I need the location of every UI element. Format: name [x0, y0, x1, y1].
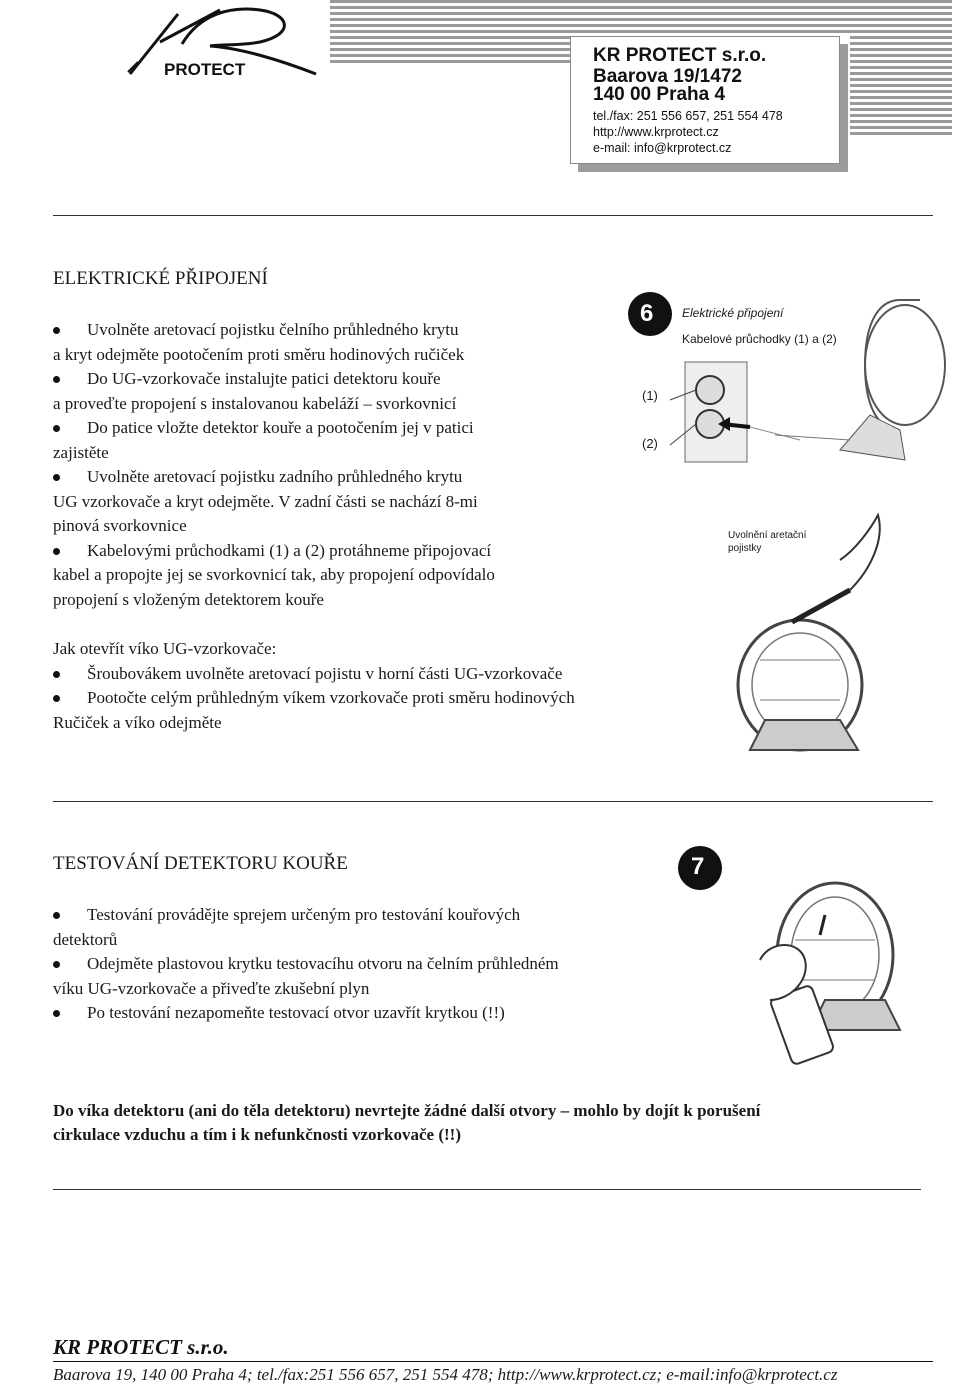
- figure6-marker-1: (1): [642, 388, 658, 403]
- company-logo: [120, 4, 320, 88]
- company-city: 140 00 Praha 4: [593, 84, 726, 105]
- figure6-release-label-2: pojistky: [728, 543, 762, 554]
- header-stripes-right: [850, 36, 952, 136]
- list-item: Uvolněte aretovací pojistku čelního průhledného krytu: [53, 318, 495, 343]
- bullet-icon: [53, 376, 60, 383]
- testing-steps: Testování provádějte sprejem určeným pro testování kouřových detektorů Odejměte plastovou krytku testovacíhu otvoru na čelním průhledném víku UG-vzorkovače a přiveďte zkušební plyn Po testování nezapomeňte testovací otvor uzavřít krytkou (!!): [53, 903, 559, 1026]
- divider-bottom: [53, 1189, 921, 1190]
- figure7-number: 7: [691, 853, 705, 880]
- list-item: Po testování nezapomeňte testovací otvor uzavřít krytkou (!!): [53, 1001, 559, 1026]
- list-item: Uvolněte aretovací pojistku zadního průhledného krytu: [53, 465, 495, 490]
- bullet-icon: [53, 474, 60, 481]
- company-name: KR PROTECT s.r.o.: [593, 45, 767, 66]
- company-web[interactable]: http://www.krprotect.cz: [593, 125, 719, 139]
- warning-note: Do víka detektoru (ani do těla detektoru) nevrtejte žádné další otvory – mohlo by dojít k porušení cirkulace vzduchu a tím i k nefunkčnosti vzorkovače (!!): [53, 1101, 761, 1144]
- company-street: Baarova 19/1472: [593, 66, 742, 87]
- header-stripes-left: [330, 36, 570, 66]
- list-item: Do UG-vzorkovače instalujte patici detektoru kouře: [53, 367, 495, 392]
- footer-divider: [53, 1361, 933, 1362]
- figure6-label-electrical: Elektrické připojení: [682, 306, 784, 320]
- list-item: Kabelovými průchodkami (1) a (2) protáhneme připojovací: [53, 539, 495, 564]
- figure6-release-label-1: Uvolnění aretační: [728, 530, 807, 541]
- smoke-test-illustration: [670, 840, 930, 1070]
- divider-top: [53, 215, 933, 216]
- section-title-testing: TESTOVÁNÍ DETEKTORU KOUŘE: [53, 853, 348, 874]
- figure-electrical-connection: [600, 290, 950, 760]
- bullet-icon: [53, 912, 60, 919]
- bullet-icon: [53, 425, 60, 432]
- divider-middle: [53, 801, 933, 802]
- bullet-icon: [53, 327, 60, 334]
- list-item: Šroubovákem uvolněte aretovací pojistu v horní části UG-vzorkovače: [53, 662, 575, 687]
- footer-contact: Baarova 19, 140 00 Praha 4; tel./fax:251 556 657, 251 554 478; http://www.krprotect.cz; e-mail:info@krprotect.cz: [53, 1365, 838, 1384]
- bullet-icon: [53, 1010, 60, 1017]
- logo-protect-text: PROTECT: [164, 60, 246, 79]
- section-title-electrical: ELEKTRICKÉ PŘIPOJENÍ: [53, 268, 268, 289]
- electrical-steps: Uvolněte aretovací pojistku čelního průhledného krytu a kryt odejměte pootočením proti směru hodinových ručiček Do UG-vzorkovače instalujte patici detektoru kouře a proveďte propojení s instalovanou kabeláží – svorkovnicí Do patice vložte detektor kouře a pootočením jej v patici zajistěte Uvolněte aretovací pojistku zadního průhledného krytu UG vzorkovače a kryt odejměte. V zadní části se nachází 8-mi pinová svorkovnice Kabelovými průchodkami (1) a (2) protáhneme připojovací kabel a propojte jej se svorkovnicí tak, aby propojení odpovídalo propojení s vloženým detektorem kouře: [53, 320, 495, 609]
- list-item: Pootočte celým průhledným víkem vzorkovače proti směru hodinových: [53, 686, 575, 711]
- bullet-icon: [53, 548, 60, 555]
- list-item: Testování provádějte sprejem určeným pro testování kouřových: [53, 903, 559, 928]
- footer-company: KR PROTECT s.r.o.: [53, 1335, 229, 1359]
- figure6-number: 6: [640, 300, 654, 327]
- figure-smoke-test: [670, 840, 930, 1070]
- list-item: Do patice vložte detektor kouře a pootočením jej v patici: [53, 416, 495, 441]
- bullet-icon: [53, 671, 60, 678]
- open-lid-instructions: Jak otevřít víko UG-vzorkovače: Šroubovákem uvolněte aretovací pojistu v horní části UG-vzorkovače Pootočte celým průhledným víkem vzorkovače proti směru hodinových Ručiček a víko odejměte: [53, 639, 575, 732]
- open-lid-title: Jak otevřít víko UG-vzorkovače:: [53, 639, 277, 658]
- header-stripes: [330, 0, 952, 36]
- company-email[interactable]: e-mail: info@krprotect.cz: [593, 141, 732, 155]
- figure6-label-cable-glands: Kabelové průchodky (1) a (2): [682, 332, 837, 346]
- bullet-icon: [53, 961, 60, 968]
- address-box: [570, 36, 840, 164]
- sampler-illustration: [600, 290, 950, 760]
- company-phone: tel./fax: 251 556 657, 251 554 478: [593, 109, 783, 123]
- list-item: Odejměte plastovou krytku testovacíhu otvoru na čelním průhledném: [53, 952, 559, 977]
- figure6-marker-2: (2): [642, 436, 658, 451]
- bullet-icon: [53, 695, 60, 702]
